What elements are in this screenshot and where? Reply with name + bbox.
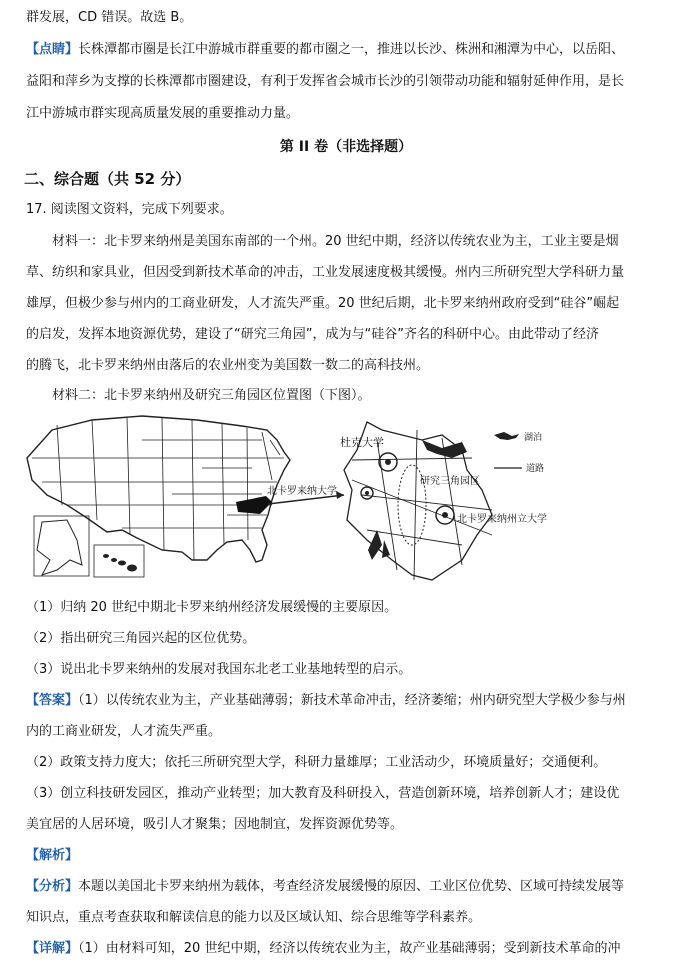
xiangjie-tag: 【详解】 [26,941,79,956]
section-title: 二、综合题（共 52 分） [24,170,191,188]
label-duke: 杜克大学 [340,436,384,449]
fenxi-text: 本题以美国北卡罗来纳州为载体，考查经济发展缓慢的原因、工业区位优势、区域可持续发展等 [78,879,625,894]
answer-line [26,691,670,711]
xiangjie-text: （1）由材料可知，20 世纪中期，经济以传统农业为主，故产业基础薄弱；受到新技术革命的冲 [78,941,621,956]
dianjing-line [26,40,670,60]
dianjing-text: 长株潭都市圈是长江中游城市群重要的都市圈之一，推进以长沙、株洲和湘潭为中心，以岳阳、 [78,42,625,57]
label-ncsu: 北卡罗来纳州立大学 [457,514,547,525]
label-rtp: 研究三角园区 [420,476,480,487]
text-line: 江中游城市群实现高质量发展的重要推动力量。 [26,106,300,121]
material-line: 的腾飞，北卡罗来纳州由落后的农业州变为美国数一数二的高科技州。 [26,358,430,373]
material-line: 的启发，发挥本地资源优势，建设了“研究三角园”，成为与“硅谷”齐名的科研中心。由此带动了经济 [26,327,599,342]
volume-title: 第 II 卷（非选择题） [279,139,413,155]
question-3: （3）说出北卡罗来纳州的发展对我国东北老工业基地转型的启示。 [26,662,412,677]
material-line: 材料一：北卡罗来纳州是美国东南部的一个州。20 世纪中期，经济以传统农业为主，工业主要是烟 [52,234,619,249]
answer-line: （2）政策支持力度大；依托三所研究型大学，科研力量雄厚；工业活动少，环境质量好；交通便利。 [26,755,607,770]
xiangjie-line [26,939,670,959]
fenxi-tag: 【分析】 [26,879,79,894]
question-stem: 17. 阅读图文资料，完成下列要求。 [26,202,233,217]
dianjing-tag: 【点睛】 [26,42,79,57]
location-map [22,410,642,590]
nc-state [236,496,272,514]
answer-tag: 【答案】 [26,693,79,708]
fenxi-line: 知识点，重点考查获取和解读信息的能力以及区域认知、综合思维等学科素养。 [26,910,482,925]
legend-road: 道路 [526,464,545,474]
answer-text: （1）以传统农业为主，产业基础薄弱；新技术革命冲击，经济萎缩；州内研究型大学极少参与州 [78,693,626,708]
unc-marker [361,487,373,499]
text-line: 益阳和萍乡为支撑的长株潭都市圈建设，有利于发挥省会城市长沙的引领带动功能和辐射延伸作用，是长 [26,74,625,89]
material-line: 材料二：北卡罗来纳州及研究三角园区位置图（下图）。 [52,388,371,403]
legend-lake: 湖泊 [524,433,543,443]
analysis-tag [26,846,670,866]
material-line: 草、纺织和家具业，但因受到新技术革命的冲击，工业发展速度极其缓慢。州内三所研究型大学科研力量 [26,265,625,280]
hawaii-islands [103,554,137,572]
ncsu-marker [436,506,454,524]
question-1: （1）归纳 20 世纪中期北卡罗来纳州经济发展缓慢的主要原因。 [26,600,398,615]
fenxi-line [26,877,670,897]
alaska-outline [37,520,82,575]
answer-line: 内的工商业研发，人才流失严重。 [26,724,222,739]
label-unc: 北卡罗来纳大学 [267,486,337,497]
answer-line: （3）创立科技研发园区，推动产业转型；加大教育及科研投入，营造创新环境，培养创新人才；建设优 [26,786,620,801]
analysis-tag-text: 【解析】 [26,848,79,863]
usa-outline [27,416,290,562]
answer-line: 美宜居的人居环境，吸引人才聚集；因地制宜，发挥资源优势等。 [26,817,404,832]
material-line: 雄厚，但极少参与州内的工商业研发，人才流失严重。20 世纪后期，北卡罗来纳州政府受到“硅谷”崛起 [26,296,620,311]
text-line: 群发展，CD 错误。故选 B。 [26,10,193,25]
legend [494,431,544,474]
question-2: （2）指出研究三角园兴起的区位优势。 [26,631,256,646]
duke-marker [379,453,397,471]
